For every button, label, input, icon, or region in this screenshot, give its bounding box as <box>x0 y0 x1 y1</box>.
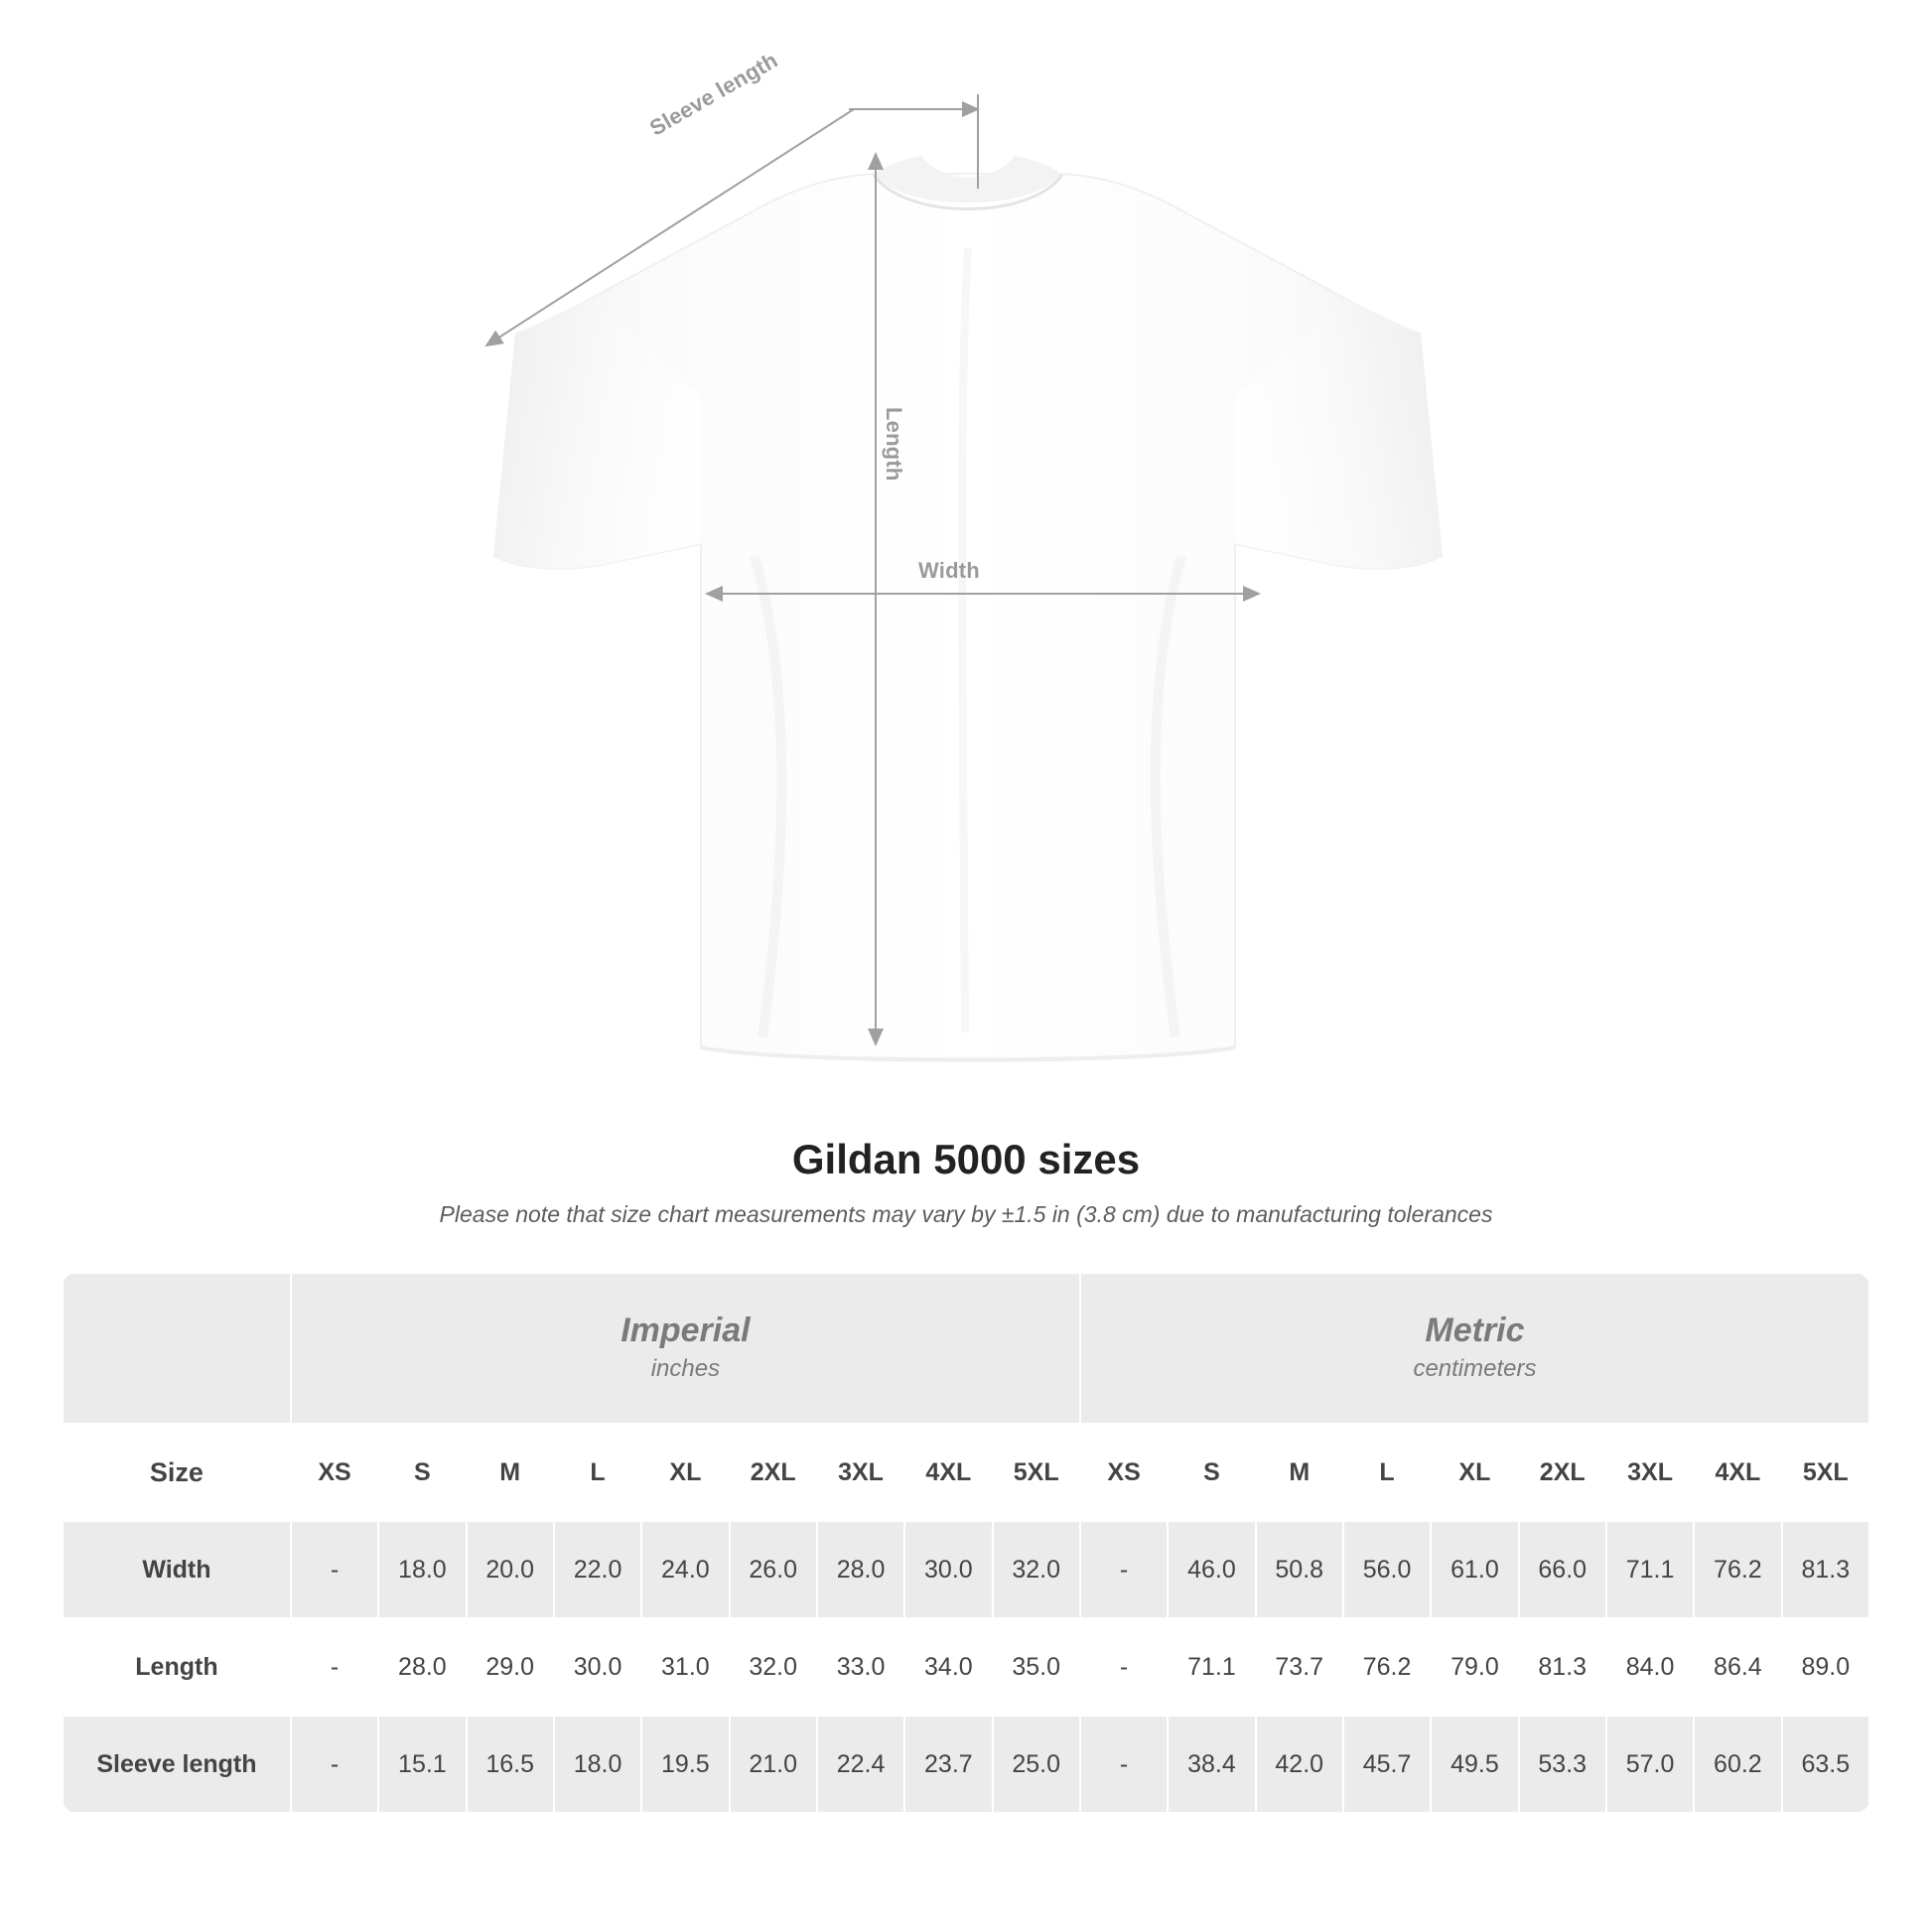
size-table <box>62 1272 1870 1814</box>
size-header-metric-xl: XL <box>1431 1424 1518 1521</box>
size-header-imperial-m: M <box>467 1424 554 1521</box>
size-header-metric-4xl: 4XL <box>1694 1424 1781 1521</box>
cell-width-imperial-5xl: 32.0 <box>993 1521 1080 1618</box>
cell-length-imperial-l: 30.0 <box>554 1618 641 1716</box>
size-header-metric-5xl: 5XL <box>1782 1424 1869 1521</box>
cell-width-metric-l: 56.0 <box>1343 1521 1431 1618</box>
size-header-metric-2xl: 2XL <box>1519 1424 1606 1521</box>
size-header-imperial-5xl: 5XL <box>993 1424 1080 1521</box>
size-header-metric-l: L <box>1343 1424 1431 1521</box>
unit-group-metric-name: Metric <box>1425 1311 1525 1349</box>
cell-sleeve-imperial-m: 16.5 <box>467 1716 554 1813</box>
unit-group-metric <box>1080 1273 1869 1424</box>
cell-width-imperial-l: 22.0 <box>554 1521 641 1618</box>
size-header-imperial-4xl: 4XL <box>904 1424 992 1521</box>
cell-sleeve-metric-4xl: 60.2 <box>1694 1716 1781 1813</box>
size-header-imperial-2xl: 2XL <box>730 1424 817 1521</box>
length-dimension-label: Length <box>882 407 906 482</box>
tolerance-note: Please note that size chart measurements may vary by ±1.5 in (3.8 cm) due to manufacturing tolerances <box>439 1201 1493 1227</box>
cell-length-metric-4xl: 86.4 <box>1694 1618 1781 1716</box>
size-header-imperial-3xl: 3XL <box>817 1424 904 1521</box>
chart-heading <box>0 1136 1932 1228</box>
cell-sleeve-metric-xs: - <box>1080 1716 1168 1813</box>
cell-width-metric-2xl: 66.0 <box>1519 1521 1606 1618</box>
cell-width-imperial-4xl: 30.0 <box>904 1521 992 1618</box>
cell-sleeve-metric-l: 45.7 <box>1343 1716 1431 1813</box>
cell-width-metric-5xl: 81.3 <box>1782 1521 1869 1618</box>
cell-sleeve-imperial-s: 15.1 <box>378 1716 466 1813</box>
cell-length-imperial-xl: 31.0 <box>641 1618 729 1716</box>
size-header-metric-xs: XS <box>1080 1424 1168 1521</box>
cell-length-metric-s: 71.1 <box>1168 1618 1255 1716</box>
cell-sleeve-imperial-2xl: 21.0 <box>730 1716 817 1813</box>
width-dimension-label: Width <box>918 558 980 583</box>
shirt-shape <box>494 156 1442 1060</box>
unit-group-imperial-sub: inches <box>650 1355 721 1383</box>
cell-width-metric-xl: 61.0 <box>1431 1521 1518 1618</box>
cell-width-imperial-2xl: 26.0 <box>730 1521 817 1618</box>
table-row <box>63 1716 1869 1813</box>
cell-sleeve-metric-s: 38.4 <box>1168 1716 1255 1813</box>
cell-length-metric-3xl: 84.0 <box>1606 1618 1694 1716</box>
unit-group-metric-sub: centimeters <box>1413 1355 1537 1383</box>
cell-sleeve-metric-m: 42.0 <box>1256 1716 1343 1813</box>
size-header-imperial-xs: XS <box>291 1424 378 1521</box>
cell-width-metric-m: 50.8 <box>1256 1521 1343 1618</box>
cell-sleeve-metric-2xl: 53.3 <box>1519 1716 1606 1813</box>
cell-length-metric-xs: - <box>1080 1618 1168 1716</box>
table-corner-cell <box>63 1273 291 1424</box>
cell-sleeve-imperial-xl: 19.5 <box>641 1716 729 1813</box>
page-title: Gildan 5000 sizes <box>791 1136 1141 1182</box>
cell-length-metric-5xl: 89.0 <box>1782 1618 1869 1716</box>
cell-length-imperial-3xl: 33.0 <box>817 1618 904 1716</box>
cell-length-metric-m: 73.7 <box>1256 1618 1343 1716</box>
cell-width-imperial-xl: 24.0 <box>641 1521 729 1618</box>
size-header-imperial-l: L <box>554 1424 641 1521</box>
cell-length-imperial-s: 28.0 <box>378 1618 466 1716</box>
size-header-metric-3xl: 3XL <box>1606 1424 1694 1521</box>
row-label-length: Length <box>63 1618 291 1716</box>
cell-length-imperial-4xl: 34.0 <box>904 1618 992 1716</box>
cell-length-imperial-m: 29.0 <box>467 1618 554 1716</box>
cell-length-metric-xl: 79.0 <box>1431 1618 1518 1716</box>
cell-length-imperial-xs: - <box>291 1618 378 1716</box>
size-header-imperial-xl: XL <box>641 1424 729 1521</box>
size-header-row <box>63 1424 1869 1521</box>
cell-width-imperial-3xl: 28.0 <box>817 1521 904 1618</box>
sleeve-length-dimension-label: Sleeve length <box>645 47 782 141</box>
cell-sleeve-metric-5xl: 63.5 <box>1782 1716 1869 1813</box>
cell-width-imperial-m: 20.0 <box>467 1521 554 1618</box>
size-header-imperial-s: S <box>378 1424 466 1521</box>
table-row <box>63 1521 1869 1618</box>
size-table-container <box>62 1272 1870 1814</box>
cell-length-imperial-2xl: 32.0 <box>730 1618 817 1716</box>
size-header-label: Size <box>63 1424 291 1521</box>
cell-sleeve-metric-xl: 49.5 <box>1431 1716 1518 1813</box>
table-row <box>63 1618 1869 1716</box>
cell-sleeve-imperial-4xl: 23.7 <box>904 1716 992 1813</box>
unit-group-imperial-name: Imperial <box>621 1311 751 1349</box>
cell-width-imperial-s: 18.0 <box>378 1521 466 1618</box>
row-label-width: Width <box>63 1521 291 1618</box>
row-label-sleeve-length: Sleeve length <box>63 1716 291 1813</box>
cell-sleeve-imperial-l: 18.0 <box>554 1716 641 1813</box>
cell-sleeve-imperial-3xl: 22.4 <box>817 1716 904 1813</box>
cell-length-metric-2xl: 81.3 <box>1519 1618 1606 1716</box>
cell-length-metric-l: 76.2 <box>1343 1618 1431 1716</box>
cell-sleeve-imperial-xs: - <box>291 1716 378 1813</box>
unit-group-row <box>63 1273 1869 1424</box>
cell-width-imperial-xs: - <box>291 1521 378 1618</box>
unit-group-imperial <box>291 1273 1080 1424</box>
size-header-metric-m: M <box>1256 1424 1343 1521</box>
cell-sleeve-metric-3xl: 57.0 <box>1606 1716 1694 1813</box>
size-header-metric-s: S <box>1168 1424 1255 1521</box>
cell-width-metric-s: 46.0 <box>1168 1521 1255 1618</box>
cell-width-metric-4xl: 76.2 <box>1694 1521 1781 1618</box>
cell-sleeve-imperial-5xl: 25.0 <box>993 1716 1080 1813</box>
cell-width-metric-3xl: 71.1 <box>1606 1521 1694 1618</box>
cell-width-metric-xs: - <box>1080 1521 1168 1618</box>
cell-length-imperial-5xl: 35.0 <box>993 1618 1080 1716</box>
